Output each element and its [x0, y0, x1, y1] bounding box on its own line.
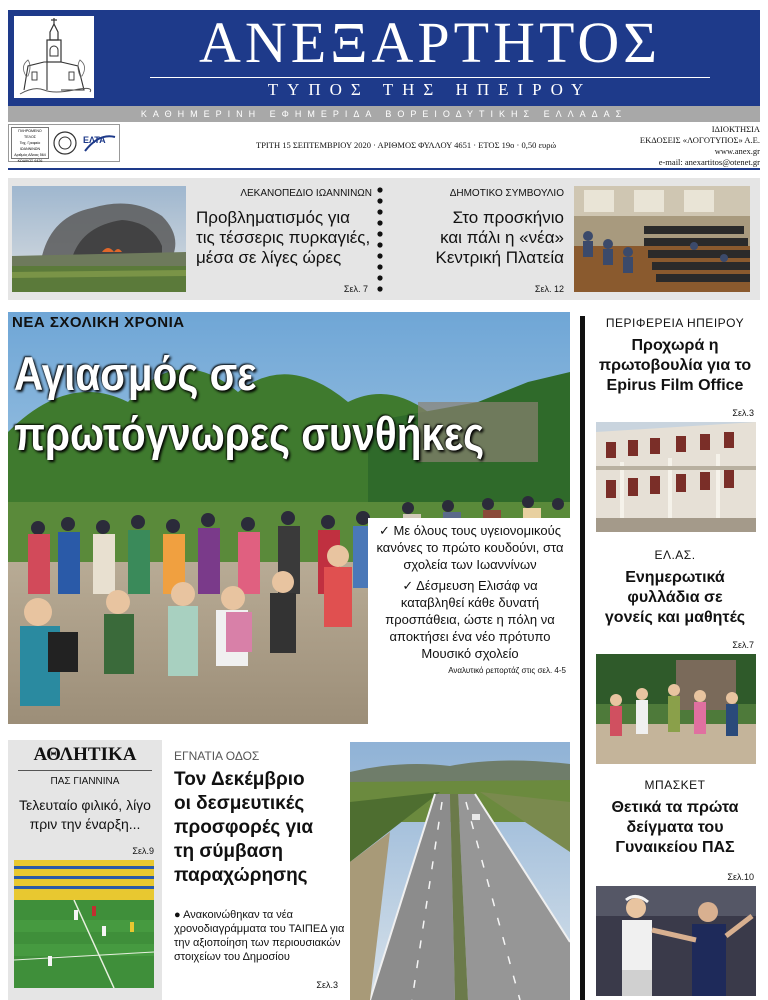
headline-line: οι δεσμευτικές: [174, 793, 305, 814]
highway-photo: [350, 742, 570, 1000]
seal-icon: [53, 131, 77, 155]
headline-line: Θετικά τα πρώτα: [611, 799, 739, 816]
egnatia-headline[interactable]: [174, 768, 342, 888]
headline-line: τις τέσσερις πυρκαγιές,: [196, 228, 371, 247]
newspaper-title: ΑΝΕΞΑΡΤΗΤΟΣ: [199, 10, 661, 75]
postal-stamp: [11, 127, 49, 163]
headline-line: πρωτοβουλία για το: [598, 357, 752, 374]
publisher-name: ΕΚΔΟΣΕΙΣ «ΛΟΓΟΤΥΠΟΣ» Α.Ε.: [639, 135, 760, 145]
football-match-photo: [14, 860, 154, 988]
teaser-kicker: ΛΕΚΑΝΟΠΕΔΙΟ ΙΩΑΝΝΙΝΩΝ: [240, 188, 372, 199]
sidebar-kicker: ΕΛ.ΑΣ.: [654, 548, 696, 562]
headline-line: Epirus Film Office: [606, 377, 744, 394]
story-bullet: ✓ Δέσμευση Ελισάφ να καταβληθεί κάθε δυνατή προσπάθεια, ώστε η πόλη να αποκτήσει ένα νέο πρότυπο Μουσικό σχολείο: [385, 578, 555, 661]
sidebar-page-ref: Σελ.10: [727, 872, 754, 882]
sidebar-page-ref: Σελ.3: [732, 408, 754, 418]
publisher-info: [560, 124, 760, 168]
council-hall-photo: [574, 186, 750, 292]
basketball-photo: [596, 886, 756, 996]
elta-logo-icon: [81, 131, 117, 155]
police-leaflets-photo: [596, 654, 756, 764]
main-story-headline[interactable]: [14, 344, 496, 464]
headline-line: παραχώρησης: [174, 865, 308, 886]
teaser-page-ref: Σελ. 7: [343, 284, 368, 294]
headline-line: Τελευταίο φιλικό, λίγο: [19, 797, 151, 813]
headline-line: πρωτόγνωρες συνθήκες: [14, 407, 485, 460]
headline-line: Γυναικείου ΠΑΣ: [615, 839, 735, 856]
elta-label: ΕΛΤΑ: [83, 135, 106, 145]
postal-line: ΙΩΑΝΝΙΝΩΝ: [19, 147, 41, 151]
email-link[interactable]: e-mail: anexartitos@otenet.gr: [658, 157, 760, 167]
egnatia-page-ref: Σελ.3: [316, 980, 338, 990]
sports-kicker: ΠΑΣ ΓΙΑΝΝΙΝΑ: [50, 776, 120, 787]
headline-line: φυλλάδια σε: [627, 589, 723, 606]
headline-line: Ενημερωτικά: [625, 569, 725, 586]
sports-page-ref: Σελ.9: [132, 846, 154, 856]
postal-line: Ταχ. Γραφείο: [19, 141, 41, 145]
egnatia-body: ● Ανακοινώθηκαν τα νέα χρονοδιαγράμματα του ΤΑΙΠΕΔ για την αξιοποίηση των περιουσιακών στοιχείων του Δημοσίου: [174, 909, 345, 963]
main-story-kicker: ΝΕΑ ΣΧΟΛΙΚΗ ΧΡΟΝΙΑ: [12, 314, 185, 331]
postal-info-box: [8, 124, 120, 162]
egnatia-kicker: ΕΓΝΑΤΙΑ ΟΔΟΣ: [174, 749, 260, 763]
headline-line: γονείς και μαθητές: [604, 609, 746, 626]
tagline-bar: ΚΑΘΗΜΕΡΙΝΗ ΕΦΗΜΕΡΙΔΑ ΒΟΡΕΙΟΔΥΤΙΚΗΣ ΕΛΛΑΔΑΣ: [8, 106, 760, 122]
sidebar-page-ref: Σελ.7: [732, 640, 754, 650]
headline-line: Κεντρική Πλατεία: [435, 248, 564, 267]
teaser-headline[interactable]: [196, 208, 376, 268]
website-link[interactable]: www.anex.gr: [714, 146, 760, 156]
sidebar-headline[interactable]: [590, 336, 760, 396]
sidebar-headline[interactable]: [590, 568, 760, 628]
headline-line: δείγματα του: [626, 819, 724, 836]
postal-line: ΚΩΔΙΚΟΣ 6426: [17, 159, 43, 163]
headline-line: Προβληματισμός για: [196, 208, 351, 227]
wildfire-photo: [12, 186, 186, 292]
headline-line: Αγιασμός σε: [14, 347, 257, 400]
newspaper-subtitle: ΤΥΠΟΣ ΤΗΣ ΗΠΕΙΡΟΥ: [267, 80, 593, 99]
header-divider: [8, 168, 760, 170]
sidebar-headline[interactable]: [590, 798, 760, 858]
postal-line: ΠΛΗΡΩΜΕΝΟ ΤΕΛΟΣ: [18, 129, 42, 139]
story-bullet: ✓ Με όλους τους υγειονομικούς κανόνες το πρώτο κουδούνι, στα σχολεία των Ιωαννίνων: [376, 523, 564, 572]
dotted-divider: [376, 186, 384, 294]
headline-line: πριν την έναρξη...: [29, 816, 141, 832]
column-divider: [580, 316, 585, 1000]
main-story-bullets: [368, 518, 570, 724]
main-story-page-ref: Αναλυτικό ρεπορτάζ στις σελ. 4-5: [448, 666, 566, 675]
headline-line: μέσα σε λίγες ώρες: [196, 248, 342, 267]
headline-line: Τον Δεκέμβριο: [174, 769, 305, 790]
issue-date-line: ΤΡΙΤΗ 15 ΣΕΠΤΕΜΒΡΙΟΥ 2020 · ΑΡΙΘΜΟΣ ΦΥΛΛΟΥ 4651 · ΕΤΟΣ 19ο · 0,50 ευρώ: [256, 140, 557, 150]
headline-line: προσφορές για: [174, 817, 314, 838]
building-photo: [596, 422, 756, 532]
owner-label: ΙΔΙΟΚΤΗΣΙΑ: [711, 124, 760, 134]
teaser-page-ref: Σελ. 12: [534, 284, 564, 294]
sports-headline[interactable]: [14, 796, 156, 834]
sports-divider: [18, 770, 152, 771]
teaser-kicker: ΔΗΜΟΤΙΚΟ ΣΥΜΒΟΥΛΙΟ: [449, 188, 564, 199]
postal-line: Αριθμός Αδειας 564: [14, 153, 46, 157]
church-logo-icon: [12, 14, 96, 100]
headline-line: τη σύμβαση: [174, 841, 283, 862]
headline-line: και πάλι η «νέα»: [440, 228, 564, 247]
sidebar-kicker: ΜΠΑΣΚΕΤ: [644, 778, 706, 792]
title-divider: [150, 77, 710, 78]
sports-section-title: ΑΘΛΗΤΙΚΑ: [33, 744, 137, 765]
teaser-headline[interactable]: [388, 208, 564, 268]
sidebar-kicker: ΠΕΡΙΦΕΡΕΙΑ ΗΠΕΙΡΟΥ: [605, 316, 745, 330]
headline-line: Στο προσκήνιο: [452, 208, 564, 227]
headline-line: Προχωρά η: [631, 337, 719, 354]
